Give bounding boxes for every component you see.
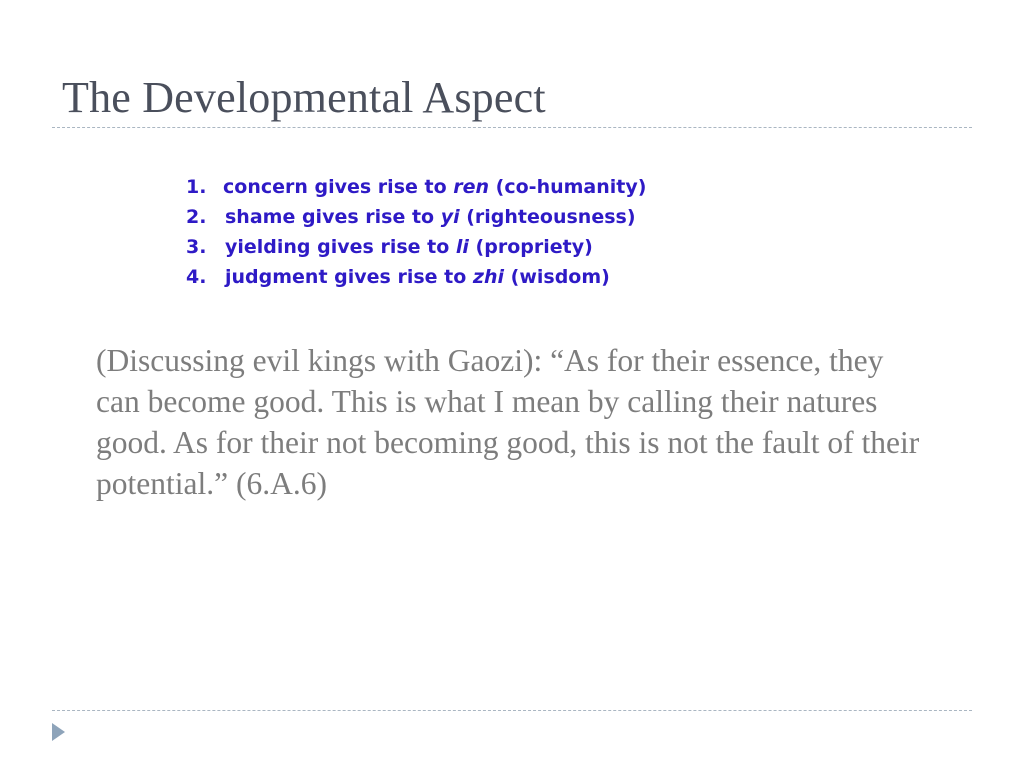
play-triangle-icon xyxy=(52,723,65,741)
list-item-term: zhi xyxy=(472,266,505,288)
list-item-number: 2. xyxy=(186,206,207,228)
quote-paragraph: (Discussing evil kings with Gaozi): “As for their essence, they can become good. This is what I mean by calling their natures good. As for their not becoming good, this is not the fault of their potential.” (6.A.6) xyxy=(96,343,920,501)
list-item-term: yi xyxy=(440,206,460,228)
list-item-term: ren xyxy=(453,176,490,198)
list-item-text: concern gives rise to ren (co-humanity) xyxy=(223,176,647,198)
slide-title: The Developmental Aspect xyxy=(62,73,546,122)
list-item-text: yielding gives rise to li (propriety) xyxy=(225,236,593,258)
title-divider xyxy=(52,127,972,128)
list-item-number: 3. xyxy=(186,236,207,258)
list-item-number: 4. xyxy=(186,266,207,288)
list-item-text: shame gives rise to yi (righteousness) xyxy=(225,206,636,228)
footer-divider xyxy=(52,710,972,711)
list-item-text: judgment gives rise to zhi (wisdom) xyxy=(225,266,610,288)
list-item-term: li xyxy=(455,236,469,258)
list-item-number: 1. xyxy=(186,176,207,198)
